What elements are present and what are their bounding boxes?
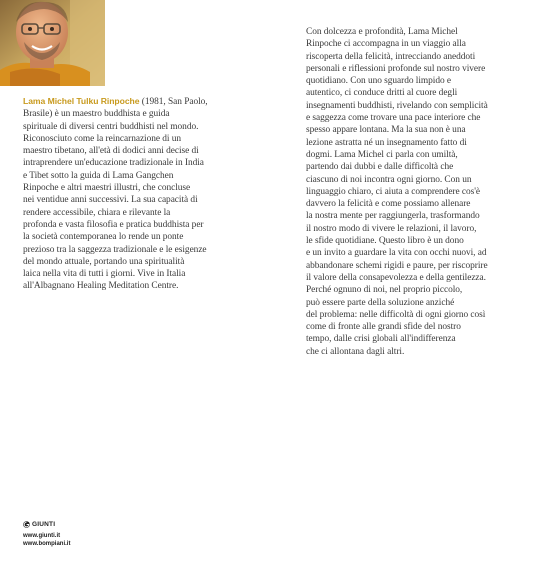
blurb-line: dogmi. Lama Michel ci parla con umiltà, — [306, 149, 458, 160]
bio-line: profonda e vasta filosofia e pratica buddhista per — [23, 219, 204, 230]
bio-line: prezioso tra la saggezza tradizionale e le esigenze — [23, 244, 207, 255]
bio-line: la società contemporanea lo rende un ponte — [23, 232, 184, 243]
blurb-line: Con dolcezza e profondità, Lama Michel — [306, 27, 458, 37]
blurb-line: quotidiano. Con uno sguardo limpido e — [306, 76, 452, 87]
publisher-block — [23, 521, 70, 548]
blurb-line: tempo, dalle crisi globali all'indifferenza — [306, 334, 456, 345]
blurb-line: lezione astratta né un insegnamento fatto di — [306, 137, 467, 148]
bio-line: spirituale di diversi centri buddhisti nel mondo. — [23, 121, 199, 132]
website-link[interactable]: www.bompiani.it — [23, 540, 71, 547]
author-name: Lama Michel Tulku Rinpoche — [23, 96, 140, 106]
author-bio — [23, 95, 238, 293]
giunti-logo-icon — [23, 521, 30, 528]
book-blurb — [306, 26, 521, 358]
blurb-line: personali e riflessioni profonde sul nostro vivere — [306, 63, 486, 74]
bio-line: Rinpoche e altri maestri illustri, che concluse — [23, 183, 191, 194]
blurb-line: davvero la felicità e come possiamo allenare — [306, 199, 471, 210]
blurb-line: Rinpoche ci accompagna in un viaggio alla — [306, 39, 466, 50]
bio-line: all'Albagnano Healing Meditation Centre. — [23, 281, 179, 292]
publisher-logo — [23, 521, 70, 528]
author-photo — [0, 0, 105, 86]
publisher-logo-text: GIUNTI — [32, 521, 56, 528]
blurb-line: e saggezza come trovare una pace interiore che — [306, 113, 481, 124]
blurb-line: insegnamenti buddhisti, rivelando con semplicità — [306, 100, 488, 111]
blurb-line: il valore della consapevolezza e della gentilezza. — [306, 272, 486, 283]
bio-line: del mondo attuale, portando una spiritualità — [23, 256, 185, 267]
blurb-line: può essere parte della soluzione anziché — [306, 297, 455, 308]
bio-line: intraprendere un'educazione tradizionale in India — [23, 158, 204, 169]
blurb-line: spesso appare lontana. Ma la sua non è una — [306, 125, 466, 136]
bio-line: rendere accessibile, chiara e rilevante la — [23, 207, 171, 218]
bio-line: Brasile) è un maestro buddhista e guida — [23, 109, 170, 120]
blurb-line: il nostro modo di vivere le relazioni, il lavoro, — [306, 223, 477, 234]
blurb-line: Perché ognuno di noi, nel proprio piccolo, — [306, 285, 463, 296]
website-link[interactable]: www.giunti.it — [23, 533, 61, 539]
bio-line: laica nella vita di tutti i giorni. Vive in Italia — [23, 269, 186, 280]
blurb-line: la nostra mente per raggiungerla, trasformando — [306, 211, 480, 222]
blurb-line: autentico, ci conduce dritti al cuore degli — [306, 88, 458, 99]
publisher-sites — [23, 533, 70, 548]
bio-line: maestro tibetano, all'età di dodici anni decise di — [23, 146, 199, 157]
blurb-line: riscoperta della felicità, intrecciando aneddoti — [306, 51, 476, 62]
blurb-line: abbandonare schemi rigidi e paure, per riscoprire — [306, 260, 488, 271]
blurb-line: ciascuno di noi incontra ogni giorno. Con un — [306, 174, 472, 185]
blurb-line: e un invito a guardare la vita con occhi nuovi, ad — [306, 248, 487, 259]
bio-line: e Tibet sotto la guida di Lama Gangchen — [23, 170, 174, 181]
bio-line: Riconosciuto come la reincarnazione di un — [23, 133, 182, 144]
blurb-line: linguaggio chiaro, ci aiuta a comprendere cos'è — [306, 186, 481, 197]
blurb-line: come di fronte alle grandi sfide del nostro — [306, 322, 461, 333]
bio-line: nei ventidue anni successivi. La sua capacità di — [23, 195, 198, 206]
blurb-line: del problema: nelle difficoltà di ogni giorno così — [306, 309, 486, 320]
blurb-line: partendo dai dubbi e dalle difficoltà che — [306, 162, 454, 173]
blurb-line: le sfide quotidiane. Questo libro è un dono — [306, 236, 464, 247]
blurb-line: che ci allontana dagli altri. — [306, 346, 405, 357]
bio-line: Lama Michel Tulku Rinpoche (1981, San Paolo, — [23, 96, 208, 107]
